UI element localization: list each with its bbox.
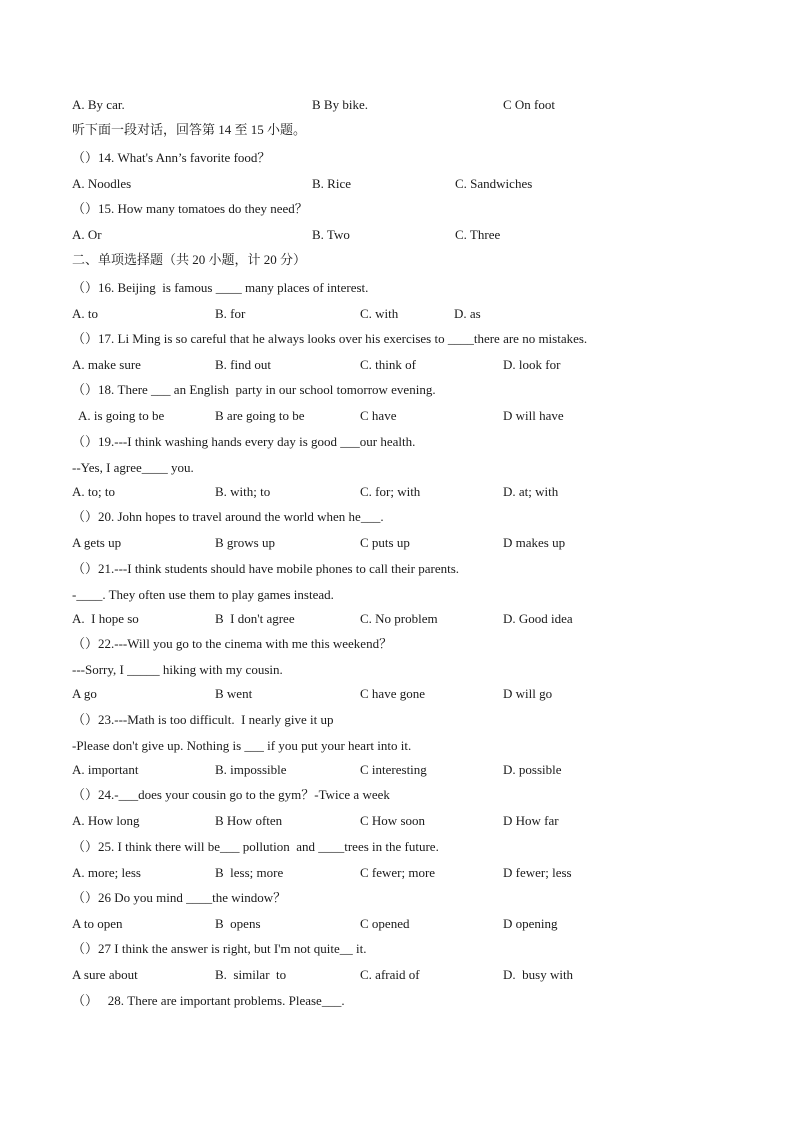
option-row [72, 356, 734, 374]
answer-option: C. for; with [360, 484, 421, 499]
question-line: （）19.---I think washing hands every day is good ___our health. [72, 434, 416, 449]
answer-option: B How often [215, 813, 283, 828]
option-row [72, 534, 734, 552]
question-line: （）25. I think there will be___ pollution and ____trees in the future. [72, 839, 439, 854]
question-line: （）27 I think the answer is right, but I'm not quite__ it. [72, 941, 367, 956]
answer-option: A. to [72, 306, 98, 321]
option-row [72, 610, 734, 628]
answer-option: D. possible [503, 762, 562, 777]
answer-option: D will have [503, 408, 564, 423]
answer-option: B less; more [215, 865, 284, 880]
question-line: （）17. Li Ming is so careful that he always looks over his exercises to ____there are no mistakes. [72, 331, 588, 346]
option-row [72, 407, 734, 425]
answer-option: A. is going to be [78, 408, 165, 423]
answer-option: A. By car. [72, 97, 125, 112]
answer-option: C. Sandwiches [455, 176, 533, 191]
answer-option: B. with; to [215, 484, 271, 499]
option-row [72, 226, 734, 244]
answer-option: C. Three [455, 227, 501, 242]
answer-option: C fewer; more [360, 865, 436, 880]
answer-option: C interesting [360, 762, 427, 777]
question-line: （）20. John hopes to travel around the world when he___. [72, 509, 384, 524]
answer-option: C. think of [360, 357, 416, 372]
answer-option: C puts up [360, 535, 410, 550]
answer-option: C. afraid of [360, 967, 420, 982]
question-line: ---Sorry, I _____ hiking with my cousin. [72, 662, 283, 677]
question-line: 二、单项选择题（共 20 小题，计 20 分） [72, 252, 307, 267]
answer-option: A go [72, 686, 97, 701]
option-row [72, 864, 734, 882]
answer-option: B are going to be [215, 408, 305, 423]
question-line: （）24.-___does your cousin go to the gym？-Twice a week [72, 787, 390, 802]
answer-option: C have gone [360, 686, 425, 701]
answer-option: C opened [360, 916, 410, 931]
answer-option: A. important [72, 762, 139, 777]
option-row [72, 483, 734, 501]
question-line: -Please don't give up. Nothing is ___ if you put your heart into it. [72, 738, 412, 753]
question-line: （）21.---I think students should have mobile phones to call their parents. [72, 561, 460, 576]
option-row [72, 812, 734, 830]
answer-option: D. look for [503, 357, 561, 372]
option-row [72, 96, 734, 114]
option-row [72, 966, 734, 984]
answer-option: B By bike. [312, 97, 368, 112]
question-line: （）26 Do you mind ____the window？ [72, 890, 287, 905]
answer-option: D How far [503, 813, 559, 828]
answer-option: B went [215, 686, 253, 701]
answer-option: B grows up [215, 535, 275, 550]
answer-option: A. more; less [72, 865, 141, 880]
answer-option: A. I hope so [72, 611, 139, 626]
answer-option: C On foot [503, 97, 555, 112]
answer-option: B. Rice [312, 176, 351, 191]
answer-option: A. Or [72, 227, 102, 242]
question-line: -____. They often use them to play games instead. [72, 587, 334, 602]
question-line: （）23.---Math is too difficult. I nearly give it up [72, 712, 334, 727]
question-line: （）22.---Will you go to the cinema with me this weekend？ [72, 636, 393, 651]
option-row [72, 915, 734, 933]
answer-option: D makes up [503, 535, 566, 550]
answer-option: A. How long [72, 813, 140, 828]
answer-option: B. for [215, 306, 246, 321]
answer-option: C have [360, 408, 397, 423]
answer-option: A. to; to [72, 484, 115, 499]
answer-option: D. busy with [503, 967, 574, 982]
answer-option: D. Good idea [503, 611, 573, 626]
question-line: （）16. Beijing is famous ____ many places of interest. [72, 280, 369, 295]
question-line: （） 28. There are important problems. Please___. [72, 993, 345, 1008]
answer-option: A sure about [72, 967, 138, 982]
answer-option: D opening [503, 916, 558, 931]
answer-option: A to open [72, 916, 123, 931]
answer-option: D fewer; less [503, 865, 572, 880]
answer-option: D will go [503, 686, 553, 701]
answer-option: D. as [454, 306, 481, 321]
answer-option: B I don't agree [215, 611, 295, 626]
answer-option: B. similar to [215, 967, 287, 982]
answer-option: B opens [215, 916, 261, 931]
answer-option: A gets up [72, 535, 122, 550]
option-row [72, 305, 734, 323]
answer-option: B. impossible [215, 762, 287, 777]
option-row [72, 685, 734, 703]
question-line: （）14. What's Ann’s favorite food？ [72, 150, 271, 165]
answer-option: B. find out [215, 357, 271, 372]
answer-option: D. at; with [503, 484, 559, 499]
answer-option: C. No problem [360, 611, 438, 626]
answer-option: C How soon [360, 813, 426, 828]
answer-option: B. Two [312, 227, 350, 242]
question-line: （）18. There ___ an English party in our school tomorrow evening. [72, 382, 436, 397]
option-row [72, 761, 734, 779]
question-line: （）15. How many tomatoes do they need？ [72, 201, 308, 216]
question-line: 听下面一段对话，回答第 14 至 15 小题。 [72, 122, 307, 137]
question-line: --Yes, I agree____ you. [72, 460, 194, 475]
answer-option: C. with [360, 306, 399, 321]
answer-option: A. make sure [72, 357, 141, 372]
option-row [72, 175, 734, 193]
answer-option: A. Noodles [72, 176, 132, 191]
